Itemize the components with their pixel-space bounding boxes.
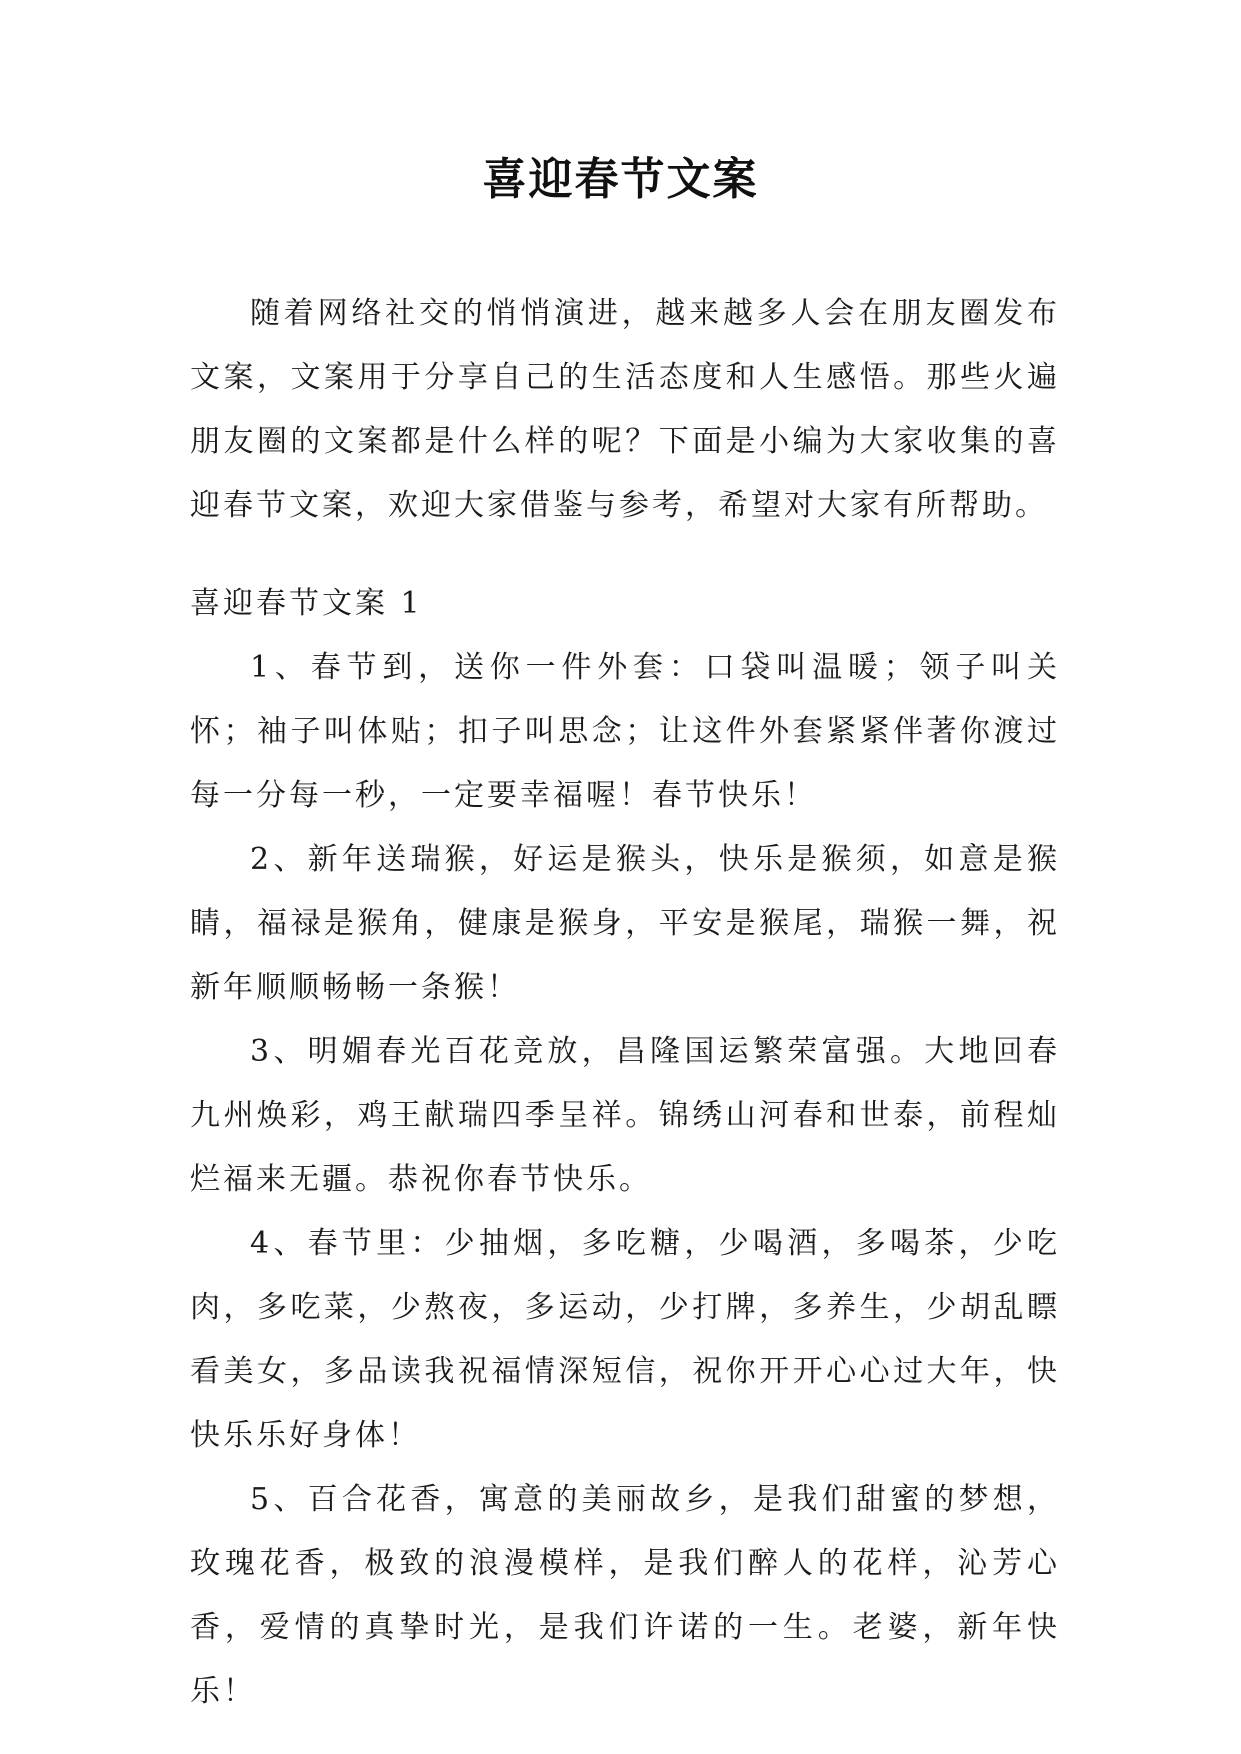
- document-title: 喜迎春节文案: [482, 154, 759, 205]
- list-item: 2、新年送瑞猴，好运是猴头，快乐是猴须，如意是猴睛，福禄是猴角，健康是猴身，平安是猴尾，瑞猴一舞，祝新年顺顺畅畅一条猴！: [190, 842, 1060, 1005]
- section-heading: 喜迎春节文案 1: [190, 586, 423, 621]
- content-block: [190, 572, 1060, 1724]
- intro-paragraph: 随着网络社交的悄悄演进，越来越多人会在朋友圈发布文案，文案用于分享自己的生活态度和人生感悟。那些火遍朋友圈的文案都是什么样的呢？下面是小编为大家收集的喜迎春节文案，欢迎大家借鉴与参考，希望对大家有所帮助。: [190, 296, 1060, 523]
- intro-block: [190, 282, 1060, 538]
- list-item: 3、明媚春光百花竞放，昌隆国运繁荣富强。大地回春九州焕彩，鸡王献瑞四季呈祥。锦绣山河春和世泰，前程灿烂福来无疆。恭祝你春节快乐。: [190, 1034, 1060, 1197]
- list-item: 4、春节里：少抽烟，多吃糖，少喝酒，多喝茶，少吃肉，多吃菜，少熬夜，多运动，少打牌，多养生，少胡乱瞟看美女，多品读我祝福情深短信，祝你开开心心过大年，快快乐乐好身体！: [190, 1226, 1060, 1453]
- list-item: 1、春节到，送你一件外套：口袋叫温暖；领子叫关怀；袖子叫体贴；扣子叫思念；让这件外套紧紧伴著你渡过每一分每一秒，一定要幸福喔！春节快乐！: [190, 650, 1060, 813]
- list-item: 5、百合花香，寓意的美丽故乡，是我们甜蜜的梦想，玫瑰花香，极致的浪漫模样，是我们醉人的花样，沁芳心香，爱情的真挚时光，是我们许诺的一生。老婆，新年快乐！: [190, 1482, 1060, 1709]
